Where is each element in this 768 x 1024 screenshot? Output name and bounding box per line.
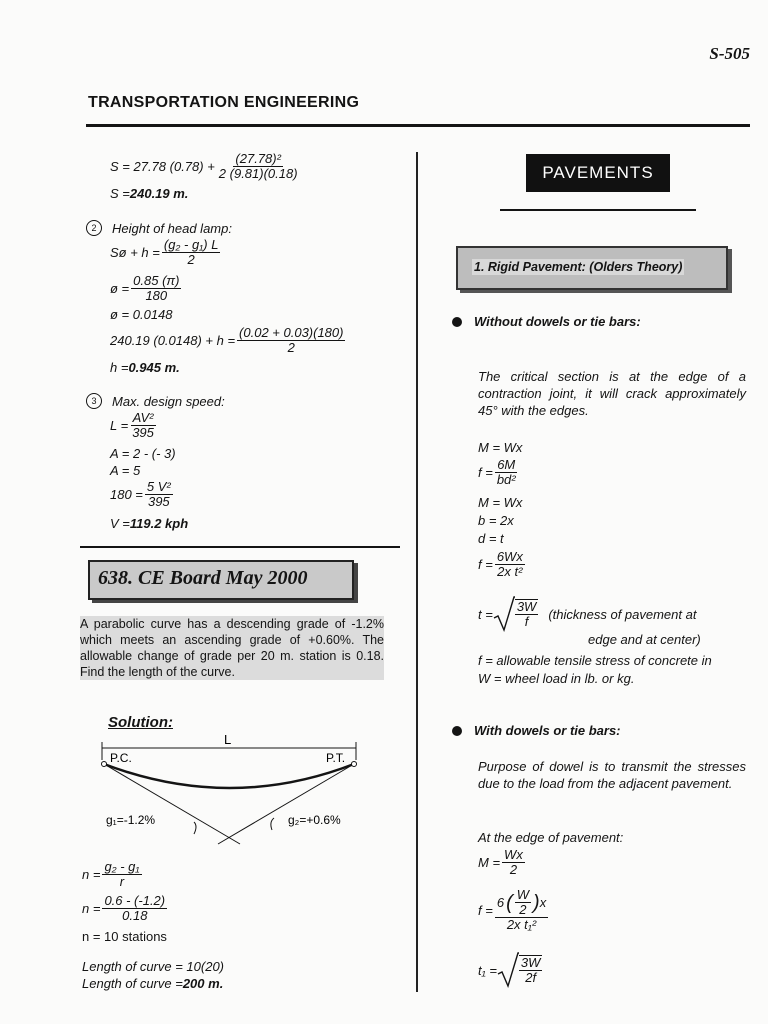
bullet-2-icon: [452, 726, 462, 736]
g1-label: g₁=-1.2%: [106, 813, 156, 827]
eq-s-result-val: 240.19 m.: [129, 186, 189, 201]
r-12-inner-fraction: [515, 888, 531, 917]
eq-n1-num: g₂ - g₁: [104, 859, 140, 874]
eq-4-fraction: [237, 326, 345, 355]
r-6: [478, 550, 527, 579]
step-3: [86, 393, 225, 409]
vertical-curve-diagram: [90, 730, 370, 850]
r-7: [478, 596, 696, 632]
r-4: b = 2x: [478, 513, 514, 528]
r-10: At the edge of pavement:: [478, 830, 624, 845]
eq-2-den: 180: [145, 288, 168, 303]
eq-9-lhs: 180 =: [110, 487, 143, 502]
eq-10: [110, 516, 188, 531]
r-12-den: 2x t₁²: [506, 917, 537, 932]
r-11-den: 2: [509, 862, 518, 877]
r-5: d = t: [478, 531, 504, 546]
r-7-sqrt: [493, 596, 539, 632]
step-3-heading: Max. design speed:: [112, 393, 225, 409]
r-12-paren-close: ): [533, 891, 540, 914]
step-2: [86, 220, 232, 236]
r-11-num: Wx: [504, 847, 523, 862]
eq-8: A = 5: [110, 463, 141, 478]
problem-title: 638. CE Board May 2000: [98, 567, 308, 589]
eq-s: [110, 152, 302, 181]
r-6-den: 2x t²: [497, 564, 523, 579]
paragraph-2: Purpose of dowel is to transmit the stresses due to the load from the adjacent pavement.: [478, 759, 746, 791]
len-2-lhs: Length of curve =: [82, 976, 183, 991]
r-13-sqrt: [497, 952, 543, 988]
subsection-title-box: [456, 246, 728, 290]
eq-n1-fraction: [102, 860, 141, 889]
eq-1-lhs: Sø + h =: [110, 245, 160, 260]
r-7-lhs: t =: [478, 606, 493, 622]
r-13-num: 3W: [520, 955, 541, 970]
eq-5-val: 0.945 m.: [128, 360, 180, 375]
eq-9-fraction: [145, 480, 173, 509]
eq-n2-lhs: n =: [82, 901, 101, 916]
r-2-fraction: [495, 458, 518, 487]
r-12-paren-open: (: [506, 891, 513, 914]
eq-n2-num: 0.6 - (-1.2): [104, 893, 166, 908]
r-12-x: x: [539, 894, 547, 910]
len-2-val: 200 m.: [182, 976, 224, 991]
eq-n2-den: 0.18: [122, 908, 148, 923]
r-3: M = Wx: [478, 495, 523, 510]
eq-n2-fraction: [102, 894, 167, 923]
eq-1-num: (g₂ - g₁) L: [163, 237, 219, 252]
len-2: [82, 976, 223, 991]
r-1: M = Wx: [478, 440, 523, 455]
r-7-note: (thickness of pavement at: [548, 606, 697, 622]
r-7-num: 3W: [516, 599, 537, 614]
r-2-lhs: f =: [478, 465, 493, 480]
eq-s-num: (27.78)²: [235, 151, 281, 166]
r-2-den: bd²: [496, 472, 516, 487]
r-12: [478, 888, 550, 932]
r-12-inner-num: W: [516, 887, 530, 902]
r-7b: edge and at center): [588, 632, 701, 647]
eq-s-fraction: [217, 152, 300, 181]
eq-n1: [82, 860, 144, 889]
section-rule: [500, 209, 696, 211]
item-1-text: Without dowels or tie bars:: [474, 314, 641, 329]
running-title: TRANSPORTATION ENGINEERING: [88, 94, 360, 111]
parabolic-curve: [104, 764, 354, 788]
r-12-num: [495, 888, 548, 918]
header-rule: [86, 124, 750, 127]
item-1: [452, 314, 641, 329]
r-13-lhs: t₁ =: [478, 962, 497, 978]
section-title-box: [526, 154, 670, 192]
eq-9: [110, 480, 175, 509]
r-7-den: f: [524, 614, 529, 629]
radical-sign-icon: [497, 952, 519, 988]
column-divider: [416, 152, 418, 992]
item-2: [452, 723, 621, 738]
step-2-heading: Height of head lamp:: [112, 220, 232, 236]
r-6-fraction: [495, 550, 525, 579]
section-title: PAVEMENTS: [542, 163, 654, 182]
eq-6-lhs: L =: [110, 418, 129, 433]
item-2-text: With dowels or tie bars:: [474, 723, 621, 738]
eq-6-den: 395: [132, 425, 154, 440]
r-6-num: 6Wx: [496, 549, 523, 564]
eq-n3: n = 10 stations: [82, 929, 167, 944]
eq-5-lhs: h =: [110, 360, 129, 375]
pt-point: [352, 762, 357, 767]
eq-2: [110, 274, 183, 303]
r-8: f = allowable tensile stress of concrete in: [478, 653, 712, 668]
eq-9-num: 5 V²: [146, 479, 171, 494]
grade-line-1: [104, 764, 240, 844]
length-label: L: [224, 732, 232, 747]
eq-2-num: 0.85 (π): [133, 273, 180, 288]
radical-sign-icon: [493, 596, 515, 632]
pc-point: [102, 762, 107, 767]
g1-leader: [194, 822, 196, 834]
eq-s-result: [110, 186, 188, 201]
eq-s-den: 2 (9.81)(0.18): [218, 166, 298, 181]
eq-6-num: AV²: [132, 410, 154, 425]
r-7-fraction: [515, 599, 539, 629]
eq-4-den: 2: [287, 340, 295, 355]
r-2-num: 6M: [497, 457, 516, 472]
r-11: [478, 848, 527, 877]
eq-1-den: 2: [187, 252, 195, 267]
eq-10-val: 119.2 kph: [129, 516, 189, 531]
g2-label: g₂=+0.6%: [288, 813, 341, 827]
eq-s-lhs: S = 27.78 (0.78) +: [110, 159, 215, 174]
step-3-marker: 3: [86, 393, 102, 409]
r-13-den: 2f: [525, 970, 537, 985]
r-12-coef: 6: [496, 894, 505, 910]
paragraph-1: The critical section is at the edge of a contraction joint, it will crack approximately 45° with the edges.: [478, 369, 746, 418]
r-11-fraction: [502, 848, 525, 877]
eq-3: ø = 0.0148: [110, 307, 173, 322]
r-6-lhs: f =: [478, 557, 493, 572]
g2-leader: [271, 818, 274, 830]
r-13: [478, 952, 542, 988]
eq-6-fraction: [130, 411, 156, 440]
r-13-fraction: [519, 955, 543, 985]
r-12-inner-den: 2: [519, 902, 527, 917]
eq-9-den: 395: [147, 494, 170, 509]
eq-4-num: (0.02 + 0.03)(180): [239, 325, 344, 340]
eq-10-lhs: V =: [110, 516, 130, 531]
eq-4: [110, 326, 347, 355]
eq-n1-lhs: n =: [82, 867, 101, 882]
eq-4-lhs: 240.19 (0.0148) + h =: [110, 333, 236, 348]
eq-1: [110, 238, 222, 267]
solution-label: Solution:: [108, 714, 173, 731]
left-section-rule: [80, 546, 400, 548]
subsection-title: 1. Rigid Pavement: (Olders Theory): [474, 260, 683, 274]
grade-line-2: [218, 764, 354, 844]
pt-label: P.T.: [326, 751, 346, 765]
eq-2-lhs: ø =: [110, 281, 130, 296]
eq-5: [110, 360, 180, 375]
r-2: [478, 458, 520, 487]
problem-statement: A parabolic curve has a descending grade of -1.2% which meets an ascending grade of +0.60%. The allowable change of grade per 20 m. station is 0.18. Find the length of the curve.: [80, 617, 384, 679]
r-12-fraction: [495, 888, 548, 932]
eq-n2: [82, 894, 169, 923]
bullet-1-icon: [452, 317, 462, 327]
len-1: Length of curve = 10(20): [82, 959, 225, 974]
problem-title-box: [88, 560, 354, 600]
r-9: W = wheel load in lb. or kg.: [478, 671, 635, 686]
eq-1-fraction: [162, 238, 221, 267]
r-12-lhs: f =: [478, 902, 493, 918]
pc-label: P.C.: [110, 751, 132, 765]
r-11-lhs: M =: [478, 855, 501, 870]
eq-7: A = 2 - (- 3): [110, 446, 176, 461]
eq-6: [110, 411, 158, 440]
page-number: S-505: [709, 44, 750, 63]
eq-s-result-lhs: S =: [110, 186, 130, 201]
step-2-marker: 2: [86, 220, 102, 236]
eq-2-fraction: [131, 274, 181, 303]
eq-n1-den: r: [119, 874, 125, 889]
